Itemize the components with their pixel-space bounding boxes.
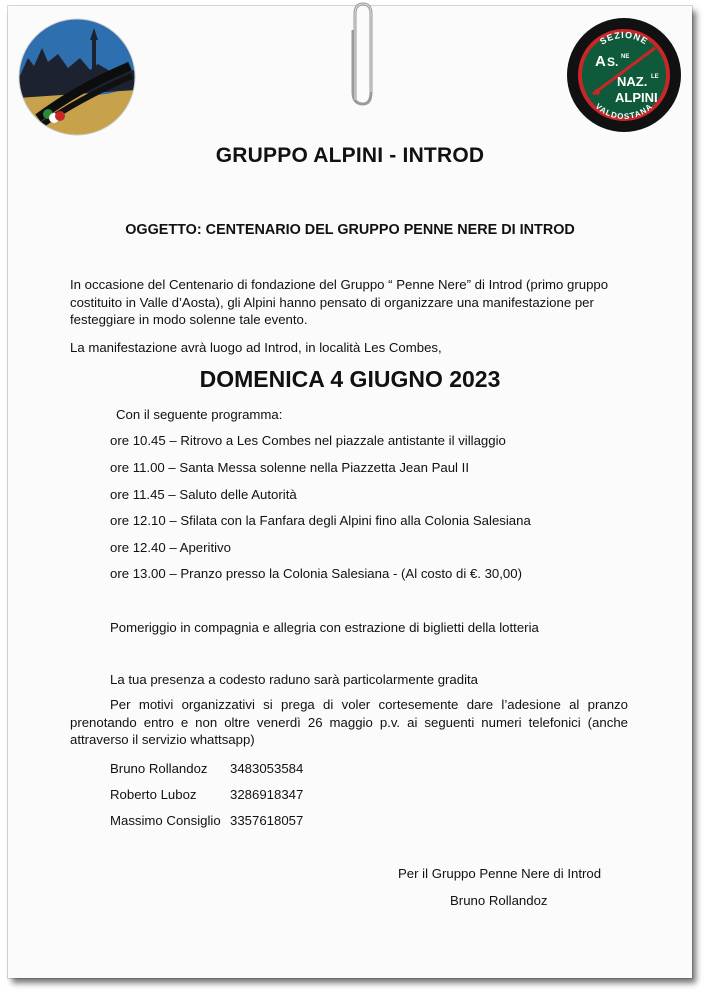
ana-valdostana-logo (565, 16, 683, 134)
contact-name: Bruno Rollandoz (110, 761, 208, 776)
logo-line3: ALPINI (615, 90, 658, 105)
logo-bottom-text: VALDOSTANA (593, 101, 655, 122)
signature-name: Bruno Rollandoz (450, 893, 548, 908)
signature-org: Per il Gruppo Penne Nere di Introd (398, 866, 602, 881)
contact-row (110, 813, 303, 828)
contact-name: Massimo Consiglio (110, 813, 221, 828)
intro-line-3: festeggiare in modo solenne tale evento. (70, 312, 308, 327)
intro-paragraph (70, 276, 670, 329)
intro-line-2: costituito in Valle d’Aosta), gli Alpini hanno pensato di organizzare una manifestazione per (70, 294, 594, 310)
contact-phone: 3483053584 (230, 761, 304, 776)
logo-line1-b: S. (607, 55, 619, 69)
logo-line2-sup: LE (651, 74, 659, 80)
document-title: GRUPPO ALPINI - INTROD (215, 144, 485, 167)
subject-line: OGGETTO: CENTENARIO DEL GRUPPO PENNE NERE DI INTROD (125, 222, 575, 238)
registration-paragraph (70, 696, 628, 749)
logo-line1: A (595, 53, 606, 70)
event-date-heading: DOMENICA 4 GIUGNO 2023 (199, 366, 501, 392)
contact-row (110, 787, 303, 802)
alpine-village-logo (18, 18, 136, 136)
program-item: ore 13.00 – Pranzo presso la Colonia Salesiana - (Al costo di €. 30,00) (110, 566, 522, 581)
intro-line-1: In occasione del Centenario di fondazione del Gruppo “ Penne Nere” di Introd (primo gruppo (70, 277, 609, 292)
contact-row (110, 761, 303, 776)
program-item: ore 11.00 – Santa Messa solenne nella Piazzetta Jean Paul II (110, 460, 469, 475)
location-line: La manifestazione avrà luogo ad Introd, in località Les Combes, (70, 340, 442, 355)
program-intro: Con il seguente programma: (116, 407, 283, 422)
contact-phone: 3357618057 (230, 813, 304, 828)
contact-phone: 3286918347 (230, 787, 304, 802)
registration-line-1: Per motivi organizzativi si prega di voler cortesemente dare l’adesione al pranzo (110, 697, 628, 712)
registration-line-2: prenotando entro e non oltre venerdì 26 maggio p.v. ai seguenti numeri telefonici (anche (70, 714, 628, 730)
contact-name: Roberto Luboz (110, 787, 197, 802)
program-item: ore 11.45 – Saluto delle Autorità (110, 487, 297, 502)
logo-top-text: SEZIONE (598, 29, 650, 47)
logo-line1-sup: NE (621, 54, 630, 60)
presence-line: La tua presenza a codesto raduno sarà particolarmente gradita (110, 672, 479, 687)
registration-line-3: attraverso il servizio whattsapp) (70, 732, 255, 747)
program-item: ore 12.40 – Aperitivo (110, 540, 231, 555)
paper-clip-icon (343, 0, 379, 112)
logo-line2: NAZ. (617, 74, 648, 89)
program-item: ore 10.45 – Ritrovo a Les Combes nel piazzale antistante il villaggio (110, 433, 506, 448)
program-item: ore 12.10 – Sfilata con la Fanfara degli Alpini fino alla Colonia Salesiana (110, 513, 531, 528)
afternoon-line: Pomeriggio in compagnia e allegria con estrazione di biglietti della lotteria (110, 620, 539, 635)
